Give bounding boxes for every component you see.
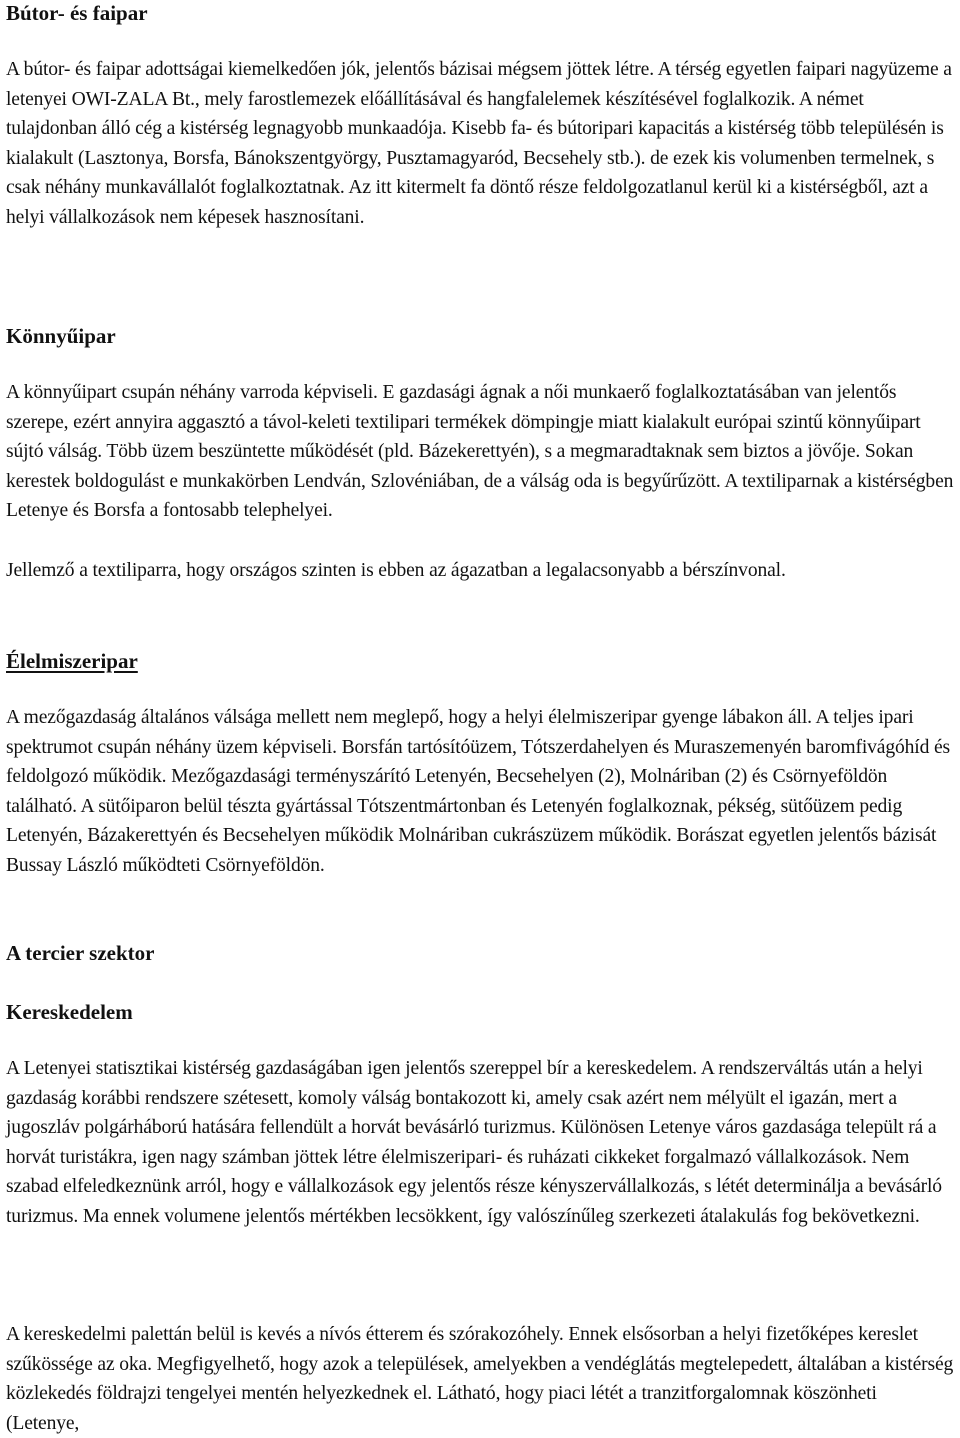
section-heading-tercier-szektor: A tercier szektor [6, 941, 155, 965]
section-heading-elelmiszeripar: Élelmiszeripar [6, 649, 138, 673]
section-heading-konnyuipar: Könnyűipar [6, 324, 116, 348]
paragraph-elelmiszeripar: A mezőgazdaság általános válsága mellett nem meglepő, hogy a helyi élelmiszeripar gyenge lábakon áll. A teljes ipari spektrumot csupán néhány üzem képviseli. Borsfán tartósítóüzem, Tótszerdahelyen és Muraszemenyén baromfivágóhíd és feldolgozó működik. Mezőgazdasági terményszárító Letenyén, Becsehelyen (2), Molnáriban (2) és Csörnyeföldön található. A sütőiparon belül tészta gyártással Tótszentmártonban és Letenyén foglalkoznak, pékség, sütőüzem pedig Letenyén, Bázakerettyén és Becsehelyen működik Molnáriban cukrászüzem működik. Borászat egyetlen jelentős bázisát Bussay László működteti Csörnyeföldön. [6, 707, 950, 876]
section-heading-butor-es-faipar: Bútor- és faipar [6, 1, 148, 25]
paragraph-kereskedelem-2: A kereskedelmi palettán belül is kevés a nívós étterem és szórakozóhely. Ennek elsősorban a helyi fizetőképes kereslet szűkössége az oka. Megfigyelhető, hogy azok a települések, amelyekben a vendéglátás megtelepedett, általában a kistérség közlekedés földrajzi tengelyei mentén helyezkednek el. Látható, hogy piaci létét a tranzitforgalomnak köszönheti (Letenye, [6, 1324, 954, 1434]
section-heading-kereskedelem: Kereskedelem [6, 1000, 133, 1024]
paragraph-konnyuipar-2: Jellemző a textiliparra, hogy országos szinten is ebben az ágazatban a legalacsonyabb a bérszínvonal. [6, 560, 786, 581]
paragraph-butor-es-faipar: A bútor- és faipar adottságai kiemelkedően jók, jelentős bázisai mégsem jöttek létre. A térség egyetlen faipari nagyüzeme a letenyei OWI-ZALA Bt., mely farostlemezek előállításával és hangfalelemek készítésével foglalkozik. A német tulajdonban álló cég a kistérség legnagyobb munkaadója. Kisebb fa- és bútoripari kapacitás a kistérség több településén is kialakult (Lasztonya, Borsfa, Bánokszentgyörgy, Pusztamagyaród, Becsehely stb.). de ezek kis volumenben termelnek, s csak néhány munkavállalót foglalkoztatnak. Az itt kitermelt fa döntő része feldolgozatlanul kerül ki a kistérségből, azt a helyi vállalkozások nem képesek hasznosítani. [6, 59, 952, 228]
paragraph-kereskedelem-1: A Letenyei statisztikai kistérség gazdaságában igen jelentős szereppel bír a kereskedelem. A rendszerváltás után a helyi gazdaság korábbi rendszere szétesett, komoly válság bontakozott ki, amely csak azért nem mélyült el igazán, mert a jugoszláv polgárháború hatására fellendült a horvát bevásárló turizmus. Különösen Letenye város gazdasága települt rá a horvát turistákra, igen nagy számban jöttek létre élelmiszeripari- és ruházati cikkeket forgalmazó vállalkozások. Nem szabad elfeledkeznünk arról, hogy e vállalkozások egy jelentős része kényszervállalkozás, s létét determinálja a bevásárló turizmus. Ma ennek volumene jelentős mértékben lecsökkent, így valószínűleg szerkezeti átalakulás fog bekövetkezni. [6, 1058, 942, 1227]
paragraph-konnyuipar-1: A könnyűipart csupán néhány varroda képviseli. E gazdasági ágnak a női munkaerő foglalkoztatásában van jelentős szerepe, ezért annyira aggasztó a távol-keleti textilipari termékek dömpingje miatt kialakult európai szintű könnyűipart sújtó válság. Több üzem beszüntette működését (pld. Bázekerettyén), s a megmaradtaknak sem biztos a jövője. Sokan kerestek boldogulást e munkakörben Lendván, Szlovéniában, de a válság oda is begyűrűzött. A textiliparnak a kistérségben Letenye és Borsfa a fontosabb telephelyei. [6, 382, 954, 522]
